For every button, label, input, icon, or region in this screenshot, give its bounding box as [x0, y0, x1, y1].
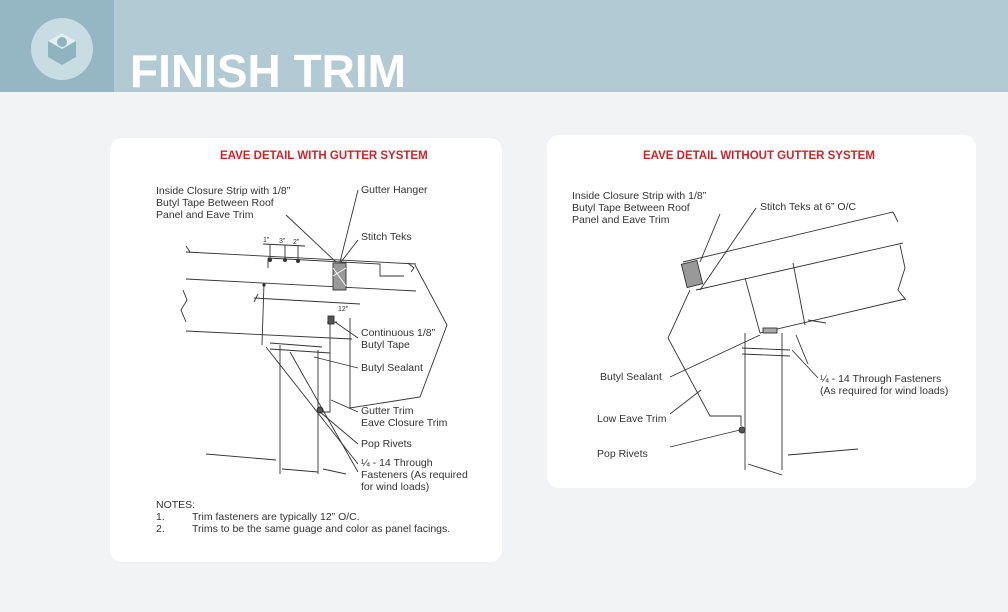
- left-butyl-sealant-label: Butyl Sealant: [361, 362, 423, 374]
- right-stitch-teks-label: Stitch Teks at 6” O/C: [760, 201, 857, 213]
- left-stitch-teks-label: Stitch Teks: [361, 231, 412, 243]
- right-detail-title: EAVE DETAIL WITHOUT GUTTER SYSTEM: [643, 150, 875, 162]
- eave-closure-trim-label: Eave Closure Trim: [361, 417, 448, 429]
- right-closure-strip-label-1: Inside Closure Strip with 1/8”: [572, 190, 707, 202]
- note-number: 1.: [156, 511, 165, 523]
- continuous-tape-label-2: Butyl Tape: [361, 339, 410, 351]
- dim-label-2in: 2”: [293, 239, 300, 246]
- left-pop-rivets-label: Pop Rivets: [361, 438, 412, 450]
- page-title: FINISH TRIM: [130, 50, 406, 92]
- gutter-hanger-label: Gutter Hanger: [361, 184, 428, 196]
- left-closure-strip-label-2: Butyl Tape Between Roof: [156, 197, 274, 209]
- right-pop-rivets-label: Pop Rivets: [597, 448, 648, 460]
- left-closure-strip-label-1: Inside Closure Strip with 1/8”: [156, 185, 291, 197]
- continuous-tape-label-1: Continuous 1/8”: [361, 327, 436, 339]
- dim-label-1in: 1”: [263, 237, 270, 244]
- note-text: Trim fasteners are typically 12” O/C.: [192, 511, 360, 523]
- left-fasteners-label-1: ¼ - 14 Through: [361, 457, 433, 469]
- right-fasteners-label-2: (As required for wind loads): [820, 385, 949, 397]
- left-detail-title: EAVE DETAIL WITH GUTTER SYSTEM: [220, 150, 428, 162]
- right-butyl-sealant-label: Butyl Sealant: [600, 371, 662, 383]
- note-number: 2.: [156, 523, 165, 535]
- dim-label-12in: 12”: [338, 306, 349, 313]
- right-closure-strip-label-3: Panel and Eave Trim: [572, 214, 670, 226]
- note-text: Trims to be the same guage and color as panel facings.: [192, 523, 451, 535]
- left-fasteners-label-2: Fasteners (As required: [361, 469, 468, 481]
- low-eave-trim-label: Low Eave Trim: [597, 413, 667, 425]
- notes-heading: NOTES:: [156, 499, 196, 511]
- right-fasteners-label-1: ¼ - 14 Through Fasteners: [820, 373, 942, 385]
- right-closure-strip-label-2: Butyl Tape Between Roof: [572, 202, 690, 214]
- left-fasteners-label-3: for wind loads): [361, 481, 430, 493]
- gutter-trim-label: Gutter Trim: [361, 405, 414, 417]
- dim-label-3in: 3”: [279, 238, 286, 245]
- left-closure-strip-label-3: Panel and Eave Trim: [156, 209, 254, 221]
